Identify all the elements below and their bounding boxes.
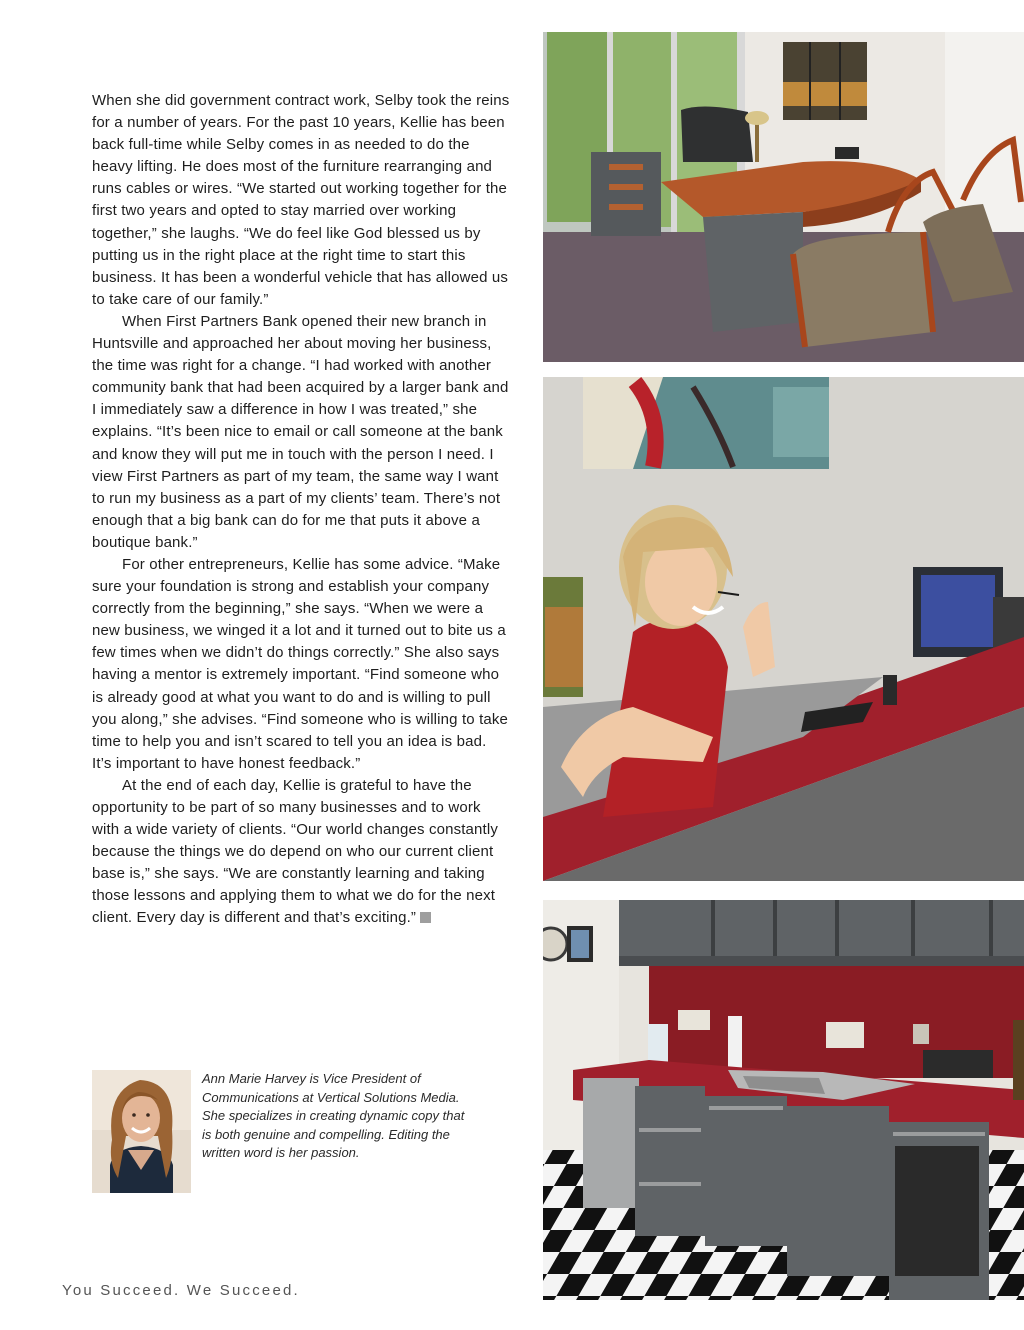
article-paragraph-last xyxy=(92,775,510,930)
article-paragraph: For other entrepreneurs, Kellie has some advice. “Make sure your foundation is strong and establish your company correctly from the beginning,” she says. “When we were a new business, we winged it a lot and it turned out to bite us a few times when we didn’t do things correctly.” She also says having a mentor is extremely important. “Find someone who is already good at what you want to do and is willing to pull you along,” she advises. “Find someone who is willing to take time to help you and isn’t scared to tell you an idea is bad. It’s important to have honest feedback.” xyxy=(92,555,509,772)
author-bio xyxy=(92,1070,512,1195)
article-paragraph: When First Partners Bank opened their new branch in Huntsville and approached her about moving her business, the time was right for a change. “I had worked with another community bank that had been acquired by a larger bank and I immediately saw a difference in how I was treated,” she explains. “It’s been nice to email or call someone at the bank and know they will put me in touch with the person I need. I view First Partners as part of my team, the same way I want to run my business as a part of my clients’ team. There’s not enough that a big bank can do for me that puts it above a boutique bank.” xyxy=(92,312,509,551)
end-mark-icon xyxy=(420,912,431,923)
office-photo xyxy=(543,32,1024,362)
article-paragraph: When she did government contract work, Selby took the reins for a number of years. For the past 10 years, Kellie has been back full-time while Selby comes in as needed to do the heavy lifting. He does most of the furniture rearranging and runs cables or wires. “We started out working together for the first two years and opted to stay married over working together,” she laughs. “We do feel like God blessed us by putting us in the right place at the right time to start this business. It has been a wonderful vehicle that has allowed us to take care of our family.” xyxy=(92,92,510,308)
footer-tagline: You Succeed. We Succeed. xyxy=(62,1282,300,1299)
article-paragraph-text: At the end of each day, Kellie is grateful to have the opportunity to be part of so many businesses and to work with a wide variety of clients. “Our world changes constantly because the things we do depend on who our current client base is,” she says. “We are constantly learning and taking those lessons and applying them to what we do for the next client. Every day is different and that’s exciting.” xyxy=(92,776,498,927)
article-body xyxy=(92,90,510,930)
kitchen-photo xyxy=(543,900,1024,1300)
author-headshot xyxy=(92,1070,191,1193)
reception-photo xyxy=(543,377,1024,881)
author-bio-text: Ann Marie Harvey is Vice President of Communications at Vertical Solutions Media. She specializes in creating dynamic copy that is both genuine and compelling. Editing the written word is her passion. xyxy=(202,1071,465,1161)
